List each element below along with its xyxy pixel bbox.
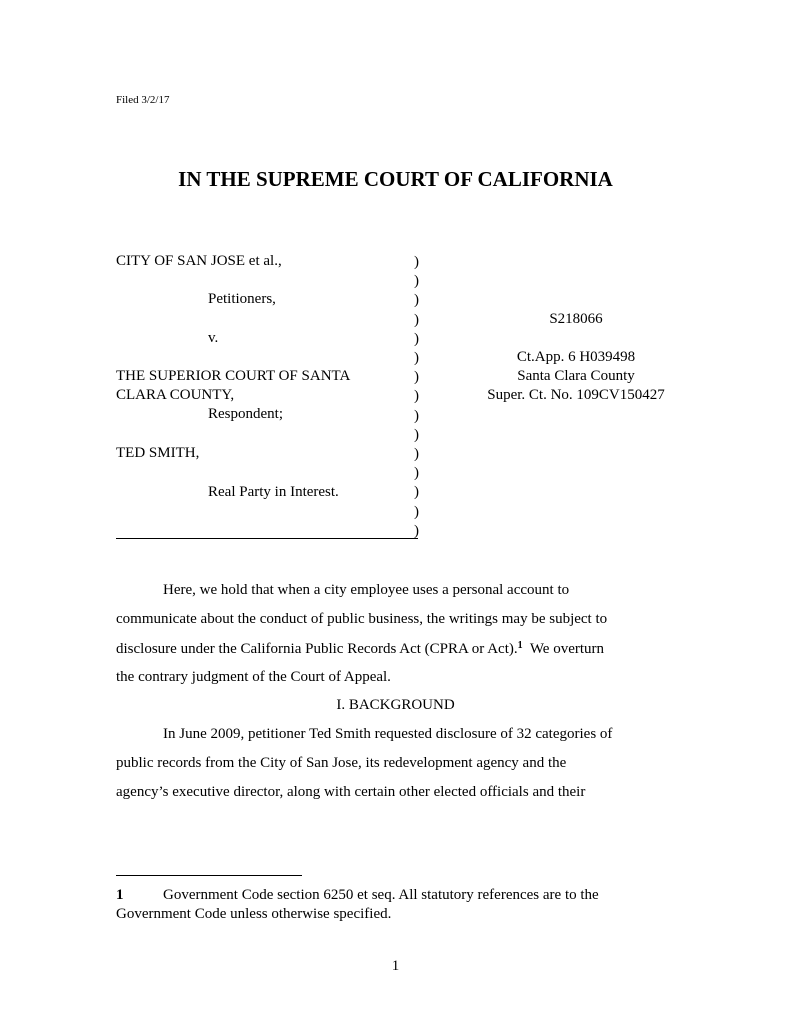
versus-label: v. [208, 330, 219, 346]
paren: ) [414, 311, 419, 328]
paren: ) [414, 465, 419, 482]
respondent-name-line2: CLARA COUNTY, [116, 387, 235, 403]
background-line-2: public records from the City of San Jose, its redevelopment agency and the [116, 755, 567, 771]
case-number: S218066 [549, 311, 603, 327]
paren: ) [414, 292, 419, 309]
intro-line-2: communicate about the conduct of public business, the writings may be subject to [116, 611, 608, 627]
real-party-name: TED SMITH, [116, 445, 200, 461]
paren: ) [414, 330, 419, 347]
paren: ) [414, 522, 419, 539]
paren: ) [414, 426, 419, 443]
background-line-3: agency’s executive director, along with certain other elected officials and their [116, 784, 586, 800]
background-line-1: In June 2009, petitioner Ted Smith requested disclosure of 32 categories of [163, 726, 613, 742]
paren: ) [414, 484, 419, 501]
petitioner-name: CITY OF SAN JOSE et al., [116, 253, 282, 269]
filed-date: Filed 3/2/17 [116, 94, 170, 106]
paren: ) [414, 254, 419, 270]
intro-line-4: the contrary judgment of the Court of Appeal. [116, 669, 391, 685]
intro-line-3 [116, 640, 604, 658]
page-number: 1 [391, 958, 400, 974]
paren: ) [414, 273, 419, 290]
paren: ) [414, 388, 419, 405]
lower-court-county: Santa Clara County [517, 368, 635, 384]
paren: ) [414, 350, 419, 367]
footnote-separator [116, 875, 302, 876]
caption-underline [116, 538, 418, 539]
footnote-line-1: Government Code section 6250 et seq. All statutory references are to the [163, 887, 599, 903]
paren: ) [414, 446, 419, 463]
intro-line-3-text: disclosure under the California Public Records Act (CPRA or Act). [116, 641, 518, 657]
footnote-line-2: Government Code unless otherwise specified. [116, 906, 392, 922]
real-party-role: Real Party in Interest. [208, 484, 339, 500]
footnote-reference[interactable]: 1 [517, 640, 523, 651]
paren: ) [414, 503, 419, 520]
respondent-role: Respondent; [208, 406, 283, 422]
petitioner-role: Petitioners, [208, 291, 276, 307]
section-heading: I. BACKGROUND [336, 697, 455, 713]
lower-court-appellate: Ct.App. 6 H039498 [516, 349, 636, 365]
respondent-name-line1: THE SUPERIOR COURT OF SANTA [116, 368, 351, 384]
footnote-number: 1 [116, 887, 124, 903]
caption-parentheses [414, 253, 419, 541]
court-title: IN THE SUPREME COURT OF CALIFORNIA [178, 167, 613, 191]
intro-line-1: Here, we hold that when a city employee uses a personal account to [163, 582, 570, 598]
paren: ) [414, 369, 419, 386]
lower-court-superior-number: Super. Ct. No. 109CV150427 [487, 387, 665, 403]
intro-line-3-continuation: We overturn [522, 641, 605, 657]
paren: ) [414, 407, 419, 424]
